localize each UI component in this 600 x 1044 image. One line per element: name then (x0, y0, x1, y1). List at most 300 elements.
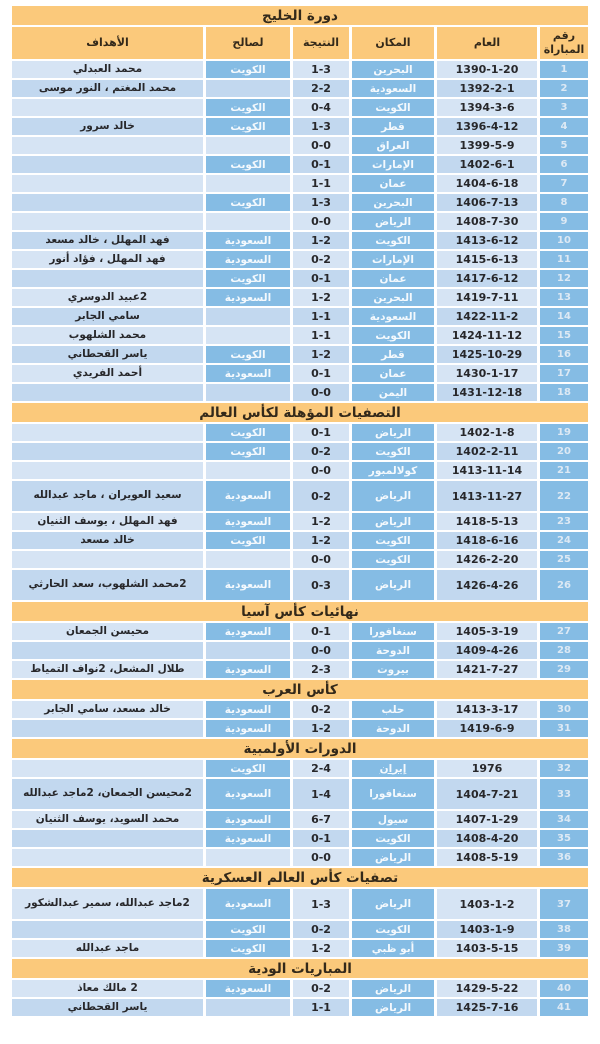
match-winner: السعودية (206, 811, 290, 828)
match-goals: 2 مالك معاذ (12, 980, 203, 997)
match-place: الرياض (352, 481, 434, 511)
match-date: 1402-2-11 (437, 443, 537, 460)
match-goals (12, 760, 203, 777)
section-row (12, 6, 588, 25)
match-row (12, 213, 588, 230)
match-winner: السعودية (206, 513, 290, 530)
match-place: بيروت (352, 661, 434, 678)
match-row (12, 462, 588, 479)
match-winner: السعودية (206, 830, 290, 847)
match-row (12, 424, 588, 441)
match-result: 1-1 (293, 308, 349, 325)
match-winner (206, 327, 290, 344)
match-result: 1-2 (293, 346, 349, 363)
match-number: 23 (540, 513, 588, 530)
match-result: 0-0 (293, 213, 349, 230)
match-date: 1402-6-1 (437, 156, 537, 173)
match-place: الكويت (352, 443, 434, 460)
match-date: 1418-5-13 (437, 513, 537, 530)
match-date: 1422-11-2 (437, 308, 537, 325)
match-winner: الكويت (206, 346, 290, 363)
match-row (12, 308, 588, 325)
match-row (12, 940, 588, 957)
match-row (12, 384, 588, 401)
match-winner: السعودية (206, 623, 290, 640)
match-goals: طلال المشعل، 2نواف التمياط (12, 661, 203, 678)
match-winner: الكويت (206, 940, 290, 957)
match-result: 6-7 (293, 811, 349, 828)
match-place: الرياض (352, 980, 434, 997)
match-number: 25 (540, 551, 588, 568)
match-result: 1-3 (293, 61, 349, 78)
match-result: 0-2 (293, 980, 349, 997)
match-goals (12, 849, 203, 866)
match-result: 0-2 (293, 701, 349, 718)
match-date: 1415-6-13 (437, 251, 537, 268)
match-row (12, 811, 588, 828)
match-goals: فهد المهلل ، خالد مسعد (12, 232, 203, 249)
match-result: 0-2 (293, 481, 349, 511)
match-winner: الكويت (206, 156, 290, 173)
section-row (12, 868, 588, 887)
match-winner: الكويت (206, 424, 290, 441)
match-result: 1-1 (293, 327, 349, 344)
match-place: قطر (352, 346, 434, 363)
match-place: سنغافورا (352, 623, 434, 640)
match-result: 1-2 (293, 289, 349, 306)
match-place: الكويت (352, 551, 434, 568)
match-date: 1408-4-20 (437, 830, 537, 847)
match-date: 1392-2-1 (437, 80, 537, 97)
match-goals (12, 99, 203, 116)
match-date: 1413-3-17 (437, 701, 537, 718)
match-number: 4 (540, 118, 588, 135)
match-date: 1417-6-12 (437, 270, 537, 287)
place-link[interactable]: إيران (379, 762, 407, 775)
match-place: الرياض (352, 213, 434, 230)
match-number: 9 (540, 213, 588, 230)
match-result: 1-4 (293, 779, 349, 809)
match-winner: الكويت (206, 760, 290, 777)
match-winner: الكويت (206, 99, 290, 116)
match-number: 22 (540, 481, 588, 511)
match-place: عمان (352, 270, 434, 287)
column-header-0: رقم المباراة (540, 27, 588, 59)
match-row (12, 365, 588, 382)
match-winner: السعودية (206, 980, 290, 997)
match-result: 1-1 (293, 175, 349, 192)
column-header-row (12, 27, 588, 59)
match-row (12, 760, 588, 777)
match-number: 40 (540, 980, 588, 997)
match-date: 1394-3-6 (437, 99, 537, 116)
match-date: 1413-11-14 (437, 462, 537, 479)
match-place: الرياض (352, 424, 434, 441)
match-result: 0-1 (293, 156, 349, 173)
match-goals (12, 551, 203, 568)
match-winner: السعودية (206, 720, 290, 737)
section-title: تصفيات كأس العالم العسكرية (12, 868, 588, 887)
match-date: 1418-6-16 (437, 532, 537, 549)
match-place: الإمارات (352, 251, 434, 268)
match-result: 0-2 (293, 443, 349, 460)
match-goals (12, 175, 203, 192)
match-goals: 2محيسن الجمعان، 2ماجد عبدالله (12, 779, 203, 809)
match-number: 31 (540, 720, 588, 737)
match-result: 0-2 (293, 921, 349, 938)
match-place: الرياض (352, 570, 434, 600)
match-goals: خالد مسعد (12, 532, 203, 549)
match-row (12, 830, 588, 847)
column-header-5: الأهداف (12, 27, 203, 59)
match-winner: الكويت (206, 443, 290, 460)
match-date: 1406-7-13 (437, 194, 537, 211)
match-place: قطر (352, 118, 434, 135)
match-row (12, 80, 588, 97)
match-result: 0-1 (293, 424, 349, 441)
match-winner (206, 137, 290, 154)
match-number: 29 (540, 661, 588, 678)
match-winner: السعودية (206, 251, 290, 268)
match-number: 3 (540, 99, 588, 116)
match-place: الكويت (352, 232, 434, 249)
match-goals (12, 462, 203, 479)
match-number: 13 (540, 289, 588, 306)
match-goals: سامي الجابر (12, 308, 203, 325)
match-result: 1-2 (293, 720, 349, 737)
match-row (12, 175, 588, 192)
match-date: 1404-6-18 (437, 175, 537, 192)
match-goals: 2ماجد عبدالله، سمير عبدالشكور (12, 889, 203, 919)
match-number: 26 (540, 570, 588, 600)
match-result: 0-0 (293, 642, 349, 659)
match-winner: الكويت (206, 270, 290, 287)
match-row (12, 289, 588, 306)
match-date: 1403-1-2 (437, 889, 537, 919)
match-place: السعودية (352, 80, 434, 97)
match-goals (12, 720, 203, 737)
match-result: 2-3 (293, 661, 349, 678)
match-goals (12, 194, 203, 211)
match-date: 1430-1-17 (437, 365, 537, 382)
match-goals: محيسن الجمعان (12, 623, 203, 640)
match-date: 1408-7-30 (437, 213, 537, 230)
match-number: 38 (540, 921, 588, 938)
match-place: الكويت (352, 532, 434, 549)
match-date: 1431-12-18 (437, 384, 537, 401)
section-row (12, 403, 588, 422)
match-row (12, 921, 588, 938)
match-place: الرياض (352, 849, 434, 866)
match-goals (12, 137, 203, 154)
match-goals (12, 213, 203, 230)
match-winner: الكويت (206, 532, 290, 549)
match-date: 1419-6-9 (437, 720, 537, 737)
match-result: 0-1 (293, 623, 349, 640)
match-winner: الكويت (206, 118, 290, 135)
match-number: 2 (540, 80, 588, 97)
match-row (12, 156, 588, 173)
match-row (12, 481, 588, 511)
match-goals: سعيد العويران ، ماجد عبدالله (12, 481, 203, 511)
match-winner: الكويت (206, 61, 290, 78)
match-row (12, 251, 588, 268)
match-date: 1425-10-29 (437, 346, 537, 363)
match-goals: محمد الشلهوب (12, 327, 203, 344)
matches-table-body (12, 6, 588, 1016)
match-goals: فهد المهلل ، يوسف الثنيان (12, 513, 203, 530)
match-goals: أحمد الفريدي (12, 365, 203, 382)
match-row (12, 137, 588, 154)
match-date: 1976 (437, 760, 537, 777)
column-header-2: المكان (352, 27, 434, 59)
match-result: 1-2 (293, 532, 349, 549)
match-date: 1403-1-9 (437, 921, 537, 938)
match-place: الدوحة (352, 642, 434, 659)
match-date: 1409-4-26 (437, 642, 537, 659)
match-row (12, 999, 588, 1016)
match-date: 1405-3-19 (437, 623, 537, 640)
match-result: 1-3 (293, 889, 349, 919)
match-goals (12, 424, 203, 441)
match-goals (12, 156, 203, 173)
match-result: 1-3 (293, 118, 349, 135)
match-date: 1429-5-22 (437, 980, 537, 997)
column-header-3: النتيجة (293, 27, 349, 59)
match-winner (206, 462, 290, 479)
match-place: كولالمبور (352, 462, 434, 479)
match-result: 0-0 (293, 551, 349, 568)
match-date: 1399-5-9 (437, 137, 537, 154)
match-date: 1426-2-20 (437, 551, 537, 568)
match-goals: ياسر القحطاني (12, 346, 203, 363)
match-result: 2-4 (293, 760, 349, 777)
match-number: 24 (540, 532, 588, 549)
match-place: سيول (352, 811, 434, 828)
match-number: 5 (540, 137, 588, 154)
match-number: 18 (540, 384, 588, 401)
match-place: الكويت (352, 99, 434, 116)
match-winner: السعودية (206, 481, 290, 511)
match-row (12, 532, 588, 549)
match-row (12, 849, 588, 866)
match-result: 0-0 (293, 384, 349, 401)
match-row (12, 661, 588, 678)
match-winner (206, 551, 290, 568)
match-date: 1407-1-29 (437, 811, 537, 828)
match-number: 21 (540, 462, 588, 479)
match-row (12, 570, 588, 600)
match-date: 1408-5-19 (437, 849, 537, 866)
section-row (12, 959, 588, 978)
match-date: 1413-6-12 (437, 232, 537, 249)
match-number: 17 (540, 365, 588, 382)
match-winner: السعودية (206, 289, 290, 306)
match-place: أبو ظبي (352, 940, 434, 957)
match-place: عمان (352, 175, 434, 192)
match-place: البحرين (352, 194, 434, 211)
match-winner (206, 849, 290, 866)
section-title: نهائيات كأس آسيا (12, 602, 588, 621)
match-number: 34 (540, 811, 588, 828)
match-place: الرياض (352, 513, 434, 530)
match-date: 1425-7-16 (437, 999, 537, 1016)
match-number: 16 (540, 346, 588, 363)
matches-table (9, 4, 591, 1018)
match-number: 12 (540, 270, 588, 287)
match-place: الدوحة (352, 720, 434, 737)
match-result: 0-2 (293, 251, 349, 268)
match-result: 1-1 (293, 999, 349, 1016)
match-place: الرياض (352, 999, 434, 1016)
match-row (12, 701, 588, 718)
match-goals: ياسر القحطاني (12, 999, 203, 1016)
match-result: 1-2 (293, 513, 349, 530)
match-winner (206, 213, 290, 230)
match-date: 1413-11-27 (437, 481, 537, 511)
match-row (12, 980, 588, 997)
match-number: 39 (540, 940, 588, 957)
match-row (12, 99, 588, 116)
section-row (12, 680, 588, 699)
match-winner: السعودية (206, 779, 290, 809)
match-goals (12, 921, 203, 938)
match-winner: السعودية (206, 661, 290, 678)
match-winner (206, 308, 290, 325)
column-header-1: العام (437, 27, 537, 59)
match-place: الكويت (352, 327, 434, 344)
match-number: 36 (540, 849, 588, 866)
match-number: 14 (540, 308, 588, 325)
match-row (12, 720, 588, 737)
match-result: 0-3 (293, 570, 349, 600)
match-goals (12, 443, 203, 460)
match-row (12, 346, 588, 363)
match-goals (12, 642, 203, 659)
match-result: 0-0 (293, 462, 349, 479)
match-number: 35 (540, 830, 588, 847)
section-row (12, 739, 588, 758)
match-date: 1424-11-12 (437, 327, 537, 344)
match-row (12, 443, 588, 460)
match-winner: السعودية (206, 570, 290, 600)
match-goals: فهد المهلل ، فؤاد أنور (12, 251, 203, 268)
match-goals: محمد العبدلي (12, 61, 203, 78)
section-title: المباريات الودية (12, 959, 588, 978)
match-place: اليمن (352, 384, 434, 401)
match-number: 15 (540, 327, 588, 344)
match-row (12, 118, 588, 135)
match-number: 7 (540, 175, 588, 192)
match-number: 37 (540, 889, 588, 919)
match-row (12, 232, 588, 249)
match-row (12, 513, 588, 530)
match-row (12, 779, 588, 809)
match-goals (12, 384, 203, 401)
match-result: 0-0 (293, 137, 349, 154)
match-row (12, 623, 588, 640)
section-row (12, 602, 588, 621)
match-goals (12, 270, 203, 287)
match-row (12, 327, 588, 344)
match-goals: محمد المغتم ، النور موسى (12, 80, 203, 97)
match-winner: السعودية (206, 701, 290, 718)
match-row (12, 551, 588, 568)
match-number: 19 (540, 424, 588, 441)
match-place: السعودية (352, 308, 434, 325)
match-number: 28 (540, 642, 588, 659)
match-place: العراق (352, 137, 434, 154)
match-place: الكويت (352, 830, 434, 847)
match-result: 1-2 (293, 940, 349, 957)
match-place: سنغافورا (352, 779, 434, 809)
match-winner: السعودية (206, 365, 290, 382)
match-winner (206, 80, 290, 97)
match-result: 0-1 (293, 270, 349, 287)
match-goals: 2محمد الشلهوب، سعد الحارثي (12, 570, 203, 600)
match-goals (12, 830, 203, 847)
section-title: التصفيات المؤهلة لكأس العالم (12, 403, 588, 422)
match-result: 1-3 (293, 194, 349, 211)
match-result: 0-4 (293, 99, 349, 116)
match-place: حلب (352, 701, 434, 718)
match-date: 1402-1-8 (437, 424, 537, 441)
match-winner (206, 999, 290, 1016)
match-row (12, 270, 588, 287)
match-result: 2-2 (293, 80, 349, 97)
match-number: 33 (540, 779, 588, 809)
match-number: 27 (540, 623, 588, 640)
match-result: 0-0 (293, 849, 349, 866)
match-row (12, 194, 588, 211)
match-row (12, 642, 588, 659)
match-date: 1404-7-21 (437, 779, 537, 809)
section-title: كأس العرب (12, 680, 588, 699)
match-number: 41 (540, 999, 588, 1016)
match-place: الكويت (352, 921, 434, 938)
match-number: 8 (540, 194, 588, 211)
match-winner: الكويت (206, 921, 290, 938)
section-title: دورة الخليج (12, 6, 588, 25)
match-place: عمان (352, 365, 434, 382)
match-date: 1403-5-15 (437, 940, 537, 957)
match-date: 1396-4-12 (437, 118, 537, 135)
match-number: 10 (540, 232, 588, 249)
match-date: 1419-7-11 (437, 289, 537, 306)
match-date: 1426-4-26 (437, 570, 537, 600)
match-result: 0-1 (293, 830, 349, 847)
match-row (12, 889, 588, 919)
match-goals: ماجد عبدالله (12, 940, 203, 957)
match-goals: 2عبيد الدوسري (12, 289, 203, 306)
match-goals: خالد سرور (12, 118, 203, 135)
match-winner: الكويت (206, 194, 290, 211)
match-row (12, 61, 588, 78)
column-header-4: لصالح (206, 27, 290, 59)
match-place: الرياض (352, 889, 434, 919)
match-winner (206, 384, 290, 401)
match-result: 1-2 (293, 232, 349, 249)
section-title: الدورات الأولمبية (12, 739, 588, 758)
match-place: البحرين (352, 289, 434, 306)
match-number: 30 (540, 701, 588, 718)
match-date: 1390-1-20 (437, 61, 537, 78)
match-goals: خالد مسعد، سامي الجابر (12, 701, 203, 718)
match-number: 1 (540, 61, 588, 78)
match-winner: السعودية (206, 889, 290, 919)
match-date: 1421-7-27 (437, 661, 537, 678)
match-winner (206, 175, 290, 192)
